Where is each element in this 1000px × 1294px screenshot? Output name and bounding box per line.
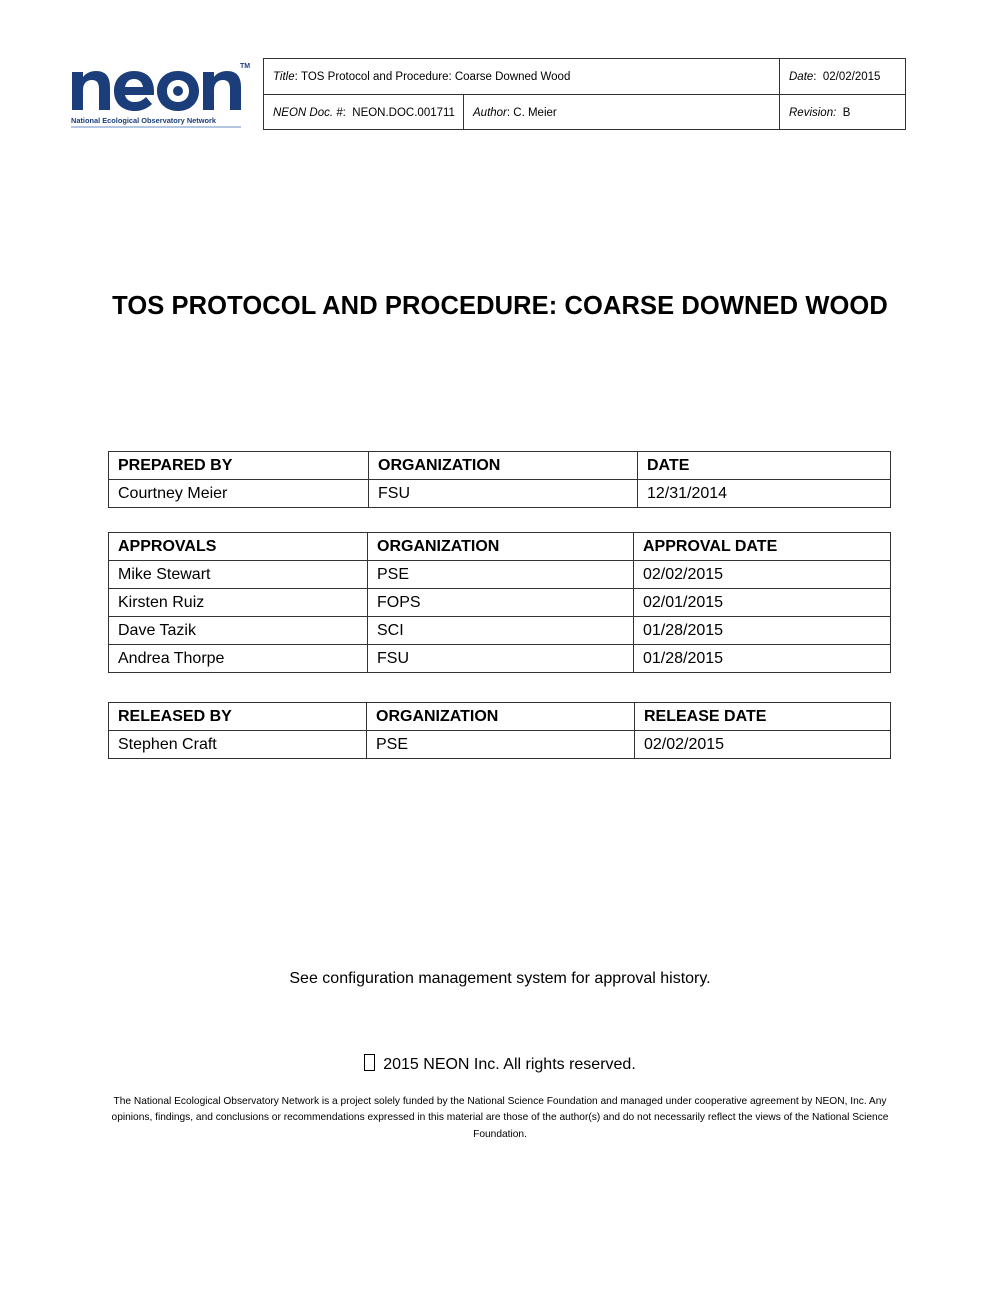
neon-logo-graphic bbox=[70, 60, 250, 132]
table-cell: 12/31/2014 bbox=[638, 480, 891, 508]
table-header-row bbox=[109, 703, 891, 731]
table-header-row bbox=[109, 533, 891, 561]
title-value: TOS Protocol and Procedure: Coarse Downed Wood bbox=[301, 70, 571, 83]
table-cell: Kirsten Ruiz bbox=[109, 589, 368, 617]
author-value: C. Meier bbox=[513, 106, 557, 119]
header-doc-cell: NEON Doc. # : NEON.DOC.001711 bbox=[264, 95, 464, 130]
released-by-table bbox=[108, 702, 891, 759]
table-cell: FSU bbox=[369, 480, 638, 508]
table-row bbox=[109, 731, 891, 759]
table-cell: FOPS bbox=[368, 589, 634, 617]
table-row bbox=[109, 589, 891, 617]
table-cell: Mike Stewart bbox=[109, 561, 368, 589]
header-row-1 bbox=[264, 59, 905, 95]
table-cell: 01/28/2015 bbox=[634, 645, 891, 673]
table-cell: Courtney Meier bbox=[109, 480, 369, 508]
table-cell: 02/02/2015 bbox=[635, 731, 891, 759]
doc-value: NEON.DOC.001711 bbox=[352, 106, 455, 119]
header-revision-cell bbox=[780, 95, 905, 130]
header-row-2 bbox=[264, 95, 905, 130]
trademark-mark: TM bbox=[240, 63, 250, 70]
table-header-cell: ORGANIZATION bbox=[369, 452, 638, 480]
missing-glyph-box-icon bbox=[364, 1054, 375, 1071]
table-header-row bbox=[109, 452, 891, 480]
revision-label: Revision: bbox=[789, 106, 837, 119]
configuration-management-note: See configuration management system for approval history. bbox=[289, 970, 711, 987]
table-cell: 02/01/2015 bbox=[634, 589, 891, 617]
copyright-notice bbox=[0, 1054, 1000, 1074]
header-date-cell: Date : 02/02/2015 bbox=[789, 70, 881, 83]
table-cell: PSE bbox=[367, 731, 635, 759]
prepared-by-table bbox=[108, 451, 891, 508]
table-header-cell: PREPARED BY bbox=[109, 452, 369, 480]
funding-disclaimer: The National Ecological Observatory Network is a project solely funded by the National Science Foundation and managed under cooperative agreement by NEON, Inc. Any opinions, findings, and conclusions or recommendations expressed in this material are those of the author(s) and do not necessarily reflect the views of the National Science Foundation. bbox=[111, 1096, 889, 1140]
document-header-table bbox=[263, 58, 906, 130]
table-cell: 01/28/2015 bbox=[634, 617, 891, 645]
table-cell: Andrea Thorpe bbox=[109, 645, 368, 673]
table-cell: Dave Tazik bbox=[109, 617, 368, 645]
table-cell: SCI bbox=[368, 617, 634, 645]
table-row bbox=[109, 561, 891, 589]
table-row bbox=[109, 617, 891, 645]
table-cell: FSU bbox=[368, 645, 634, 673]
neon-logo bbox=[70, 60, 250, 132]
table-cell: 02/02/2015 bbox=[634, 561, 891, 589]
table-header-cell: RELEASE DATE bbox=[635, 703, 891, 731]
table-row bbox=[109, 480, 891, 508]
author-label: Author bbox=[473, 106, 507, 119]
table-header-cell: ORGANIZATION bbox=[368, 533, 634, 561]
doc-label: NEON Doc. # bbox=[273, 106, 343, 119]
title-label: Title bbox=[273, 70, 295, 83]
table-header-cell: APPROVALS bbox=[109, 533, 368, 561]
logo-tagline: National Ecological Observatory Network bbox=[71, 116, 216, 125]
header-title-cell: Title : TOS Protocol and Procedure: Coarse Downed Wood bbox=[264, 59, 780, 94]
document-title: TOS PROTOCOL AND PROCEDURE: COARSE DOWNED WOOD bbox=[112, 292, 888, 320]
table-cell: PSE bbox=[368, 561, 634, 589]
table-cell: Stephen Craft bbox=[109, 731, 367, 759]
date-value: 02/02/2015 bbox=[822, 70, 881, 83]
table-header-cell: RELEASED BY bbox=[109, 703, 367, 731]
table-header-cell: DATE bbox=[638, 452, 891, 480]
revision-value: B bbox=[842, 106, 851, 119]
header-author-cell: Author : C. Meier bbox=[464, 95, 780, 130]
table-header-cell: ORGANIZATION bbox=[367, 703, 635, 731]
table-row bbox=[109, 645, 891, 673]
approvals-table bbox=[108, 532, 891, 673]
date-label: Date bbox=[789, 70, 814, 83]
table-header-cell: APPROVAL DATE bbox=[634, 533, 891, 561]
copyright-text: 2015 NEON Inc. All rights reserved. bbox=[383, 1056, 636, 1073]
